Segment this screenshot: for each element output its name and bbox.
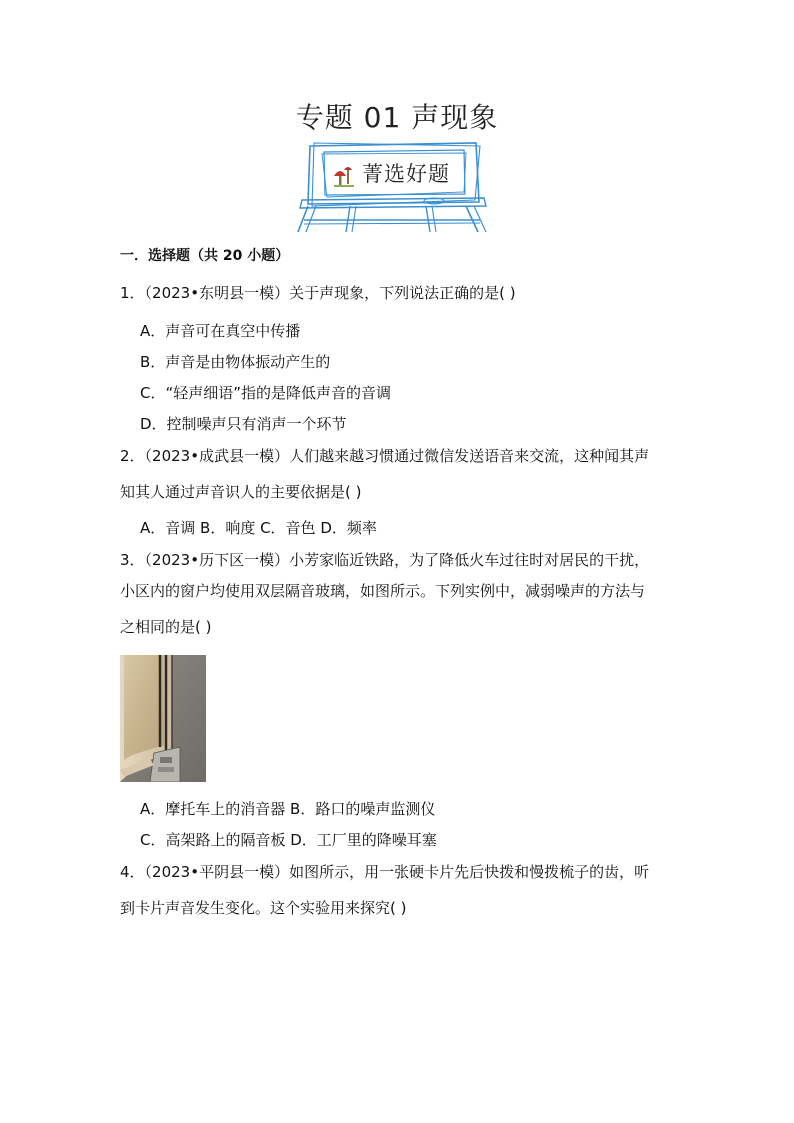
question-text: （2023•平阴县一模）如图所示，用一张硬卡片先后快拨和慢拨梳子的齿，听 (144, 863, 650, 881)
question-text: （2023•成武县一模）人们越来越习惯通过微信发送语音来交流，这种闻其声 (144, 447, 650, 465)
question-2 (120, 445, 649, 467)
question-number: 3． (120, 551, 145, 569)
section-heading: 一．选择题（共 20 小题） (120, 248, 290, 264)
question-3-line-2: 小区内的窗户均使用双层隔音玻璃，如图所示。下列实例中，减弱噪声的方法与 (120, 582, 646, 600)
option-1a: A．声音可在真空中传播 (140, 322, 301, 340)
question-text: （2023•历下区一模）小芳家临近铁路，为了降低火车过往时对居民的干扰， (144, 551, 650, 569)
question-4 (120, 861, 649, 883)
double-glazed-window-image (120, 655, 206, 782)
question-3-line-3: 之相同的是( ) (120, 618, 212, 636)
page-title: 专题 01 声现象 (295, 101, 499, 134)
question-2-line-2: 知其人通过声音识人的主要依据是( ) (120, 483, 362, 501)
question-number: 2． (120, 447, 145, 465)
section-banner (294, 140, 490, 234)
option-1c: C．“轻声细语”指的是降低声音的音调 (140, 384, 392, 402)
option-1d: D．控制噪声只有消声一个环节 (140, 415, 347, 433)
option-1b: B．声音是由物体振动产生的 (140, 353, 331, 371)
question-3 (120, 549, 649, 571)
option-3-cd: C．高架路上的隔音板 D．工厂里的降噪耳塞 (140, 831, 437, 849)
question-1 (120, 282, 516, 304)
question-number: 1． (120, 284, 145, 302)
question-text: （2023•东明县一模）关于声现象，下列说法正确的是( ) (144, 284, 516, 302)
banner-label: 菁选好题 (362, 162, 450, 186)
question-number: 4． (120, 863, 145, 881)
option-2-all: A．音调 B．响度 C．音色 D．频率 (140, 519, 377, 537)
option-3-ab: A．摩托车上的消音器 B．路口的噪声监测仪 (140, 800, 436, 818)
question-4-line-2: 到卡片声音发生变化。这个实验用来探究( ) (120, 899, 407, 917)
